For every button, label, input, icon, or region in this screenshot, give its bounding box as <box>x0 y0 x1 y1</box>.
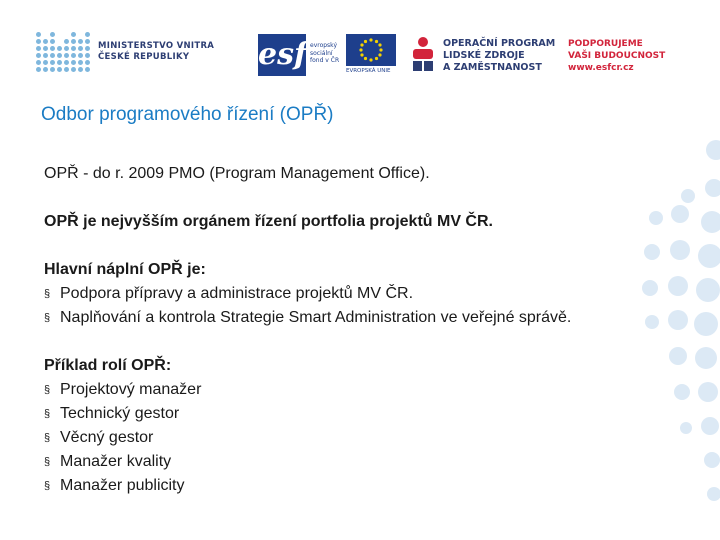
bullet-icon: § <box>44 480 51 492</box>
bullet-icon: § <box>44 312 51 324</box>
list-item <box>44 282 684 306</box>
support-line1: PODPORUJEME <box>568 39 643 49</box>
task-item-text: Podpora přípravy a administrace projektů MV ČR. <box>60 285 414 302</box>
list-item <box>44 474 684 498</box>
slide-content <box>44 162 684 498</box>
list-item <box>44 378 684 402</box>
support-line2: VAŠI BUDOUCNOST <box>568 51 666 61</box>
ministry-name <box>98 41 214 63</box>
bullet-icon: § <box>44 288 51 300</box>
bullet-icon: § <box>44 408 51 420</box>
ministry-line2: ČESKÉ REPUBLIKY <box>98 52 190 62</box>
list-item <box>44 402 684 426</box>
ministry-line1: MINISTERSTVO VNITRA <box>98 41 215 51</box>
bullet-icon: § <box>44 456 51 468</box>
list-item <box>44 306 684 330</box>
role-item-text: Technický gestor <box>60 405 180 422</box>
role-item-text: Manažer publicity <box>60 477 185 494</box>
op-name <box>443 38 555 74</box>
list-item <box>44 450 684 474</box>
op-line1: OPERAČNÍ PROGRAM <box>443 38 556 49</box>
eu-flag-icon <box>346 34 396 66</box>
roles-heading: Příklad rolí OPŘ: <box>44 357 172 374</box>
op-line2: LIDSKÉ ZDROJE <box>443 50 525 61</box>
role-item-text: Věcný gestor <box>60 429 154 446</box>
esf-logo: esf <box>258 34 306 76</box>
intro-paragraph: OPŘ - do r. 2009 PMO (Program Management Office). <box>44 165 430 182</box>
tasks-heading: Hlavní náplní OPŘ je: <box>44 261 206 278</box>
ministry-logo <box>36 32 214 72</box>
bullet-icon: § <box>44 432 51 444</box>
task-item-text: Naplňování a kontrola Strategie Smart Administration ve veřejné správě. <box>60 309 572 326</box>
slide-title: Odbor programového řízení (OPŘ) <box>41 104 334 125</box>
eu-caption: EVROPSKÁ UNIE <box>346 68 391 74</box>
op-line3: A ZAMĚSTNANOST <box>443 62 542 73</box>
role-statement: OPŘ je nejvyšším orgánem řízení portfolia projektů MV ČR. <box>44 213 493 230</box>
esf-caption: evropský sociální fond v ČR <box>310 42 340 64</box>
ministry-dots-icon <box>36 32 90 72</box>
bullet-icon: § <box>44 384 51 396</box>
role-item-text: Manažer kvality <box>60 453 172 470</box>
op-people-icon <box>410 36 436 72</box>
role-item-text: Projektový manažer <box>60 381 202 398</box>
list-item <box>44 426 684 450</box>
support-url: www.esfcr.cz <box>568 63 634 73</box>
